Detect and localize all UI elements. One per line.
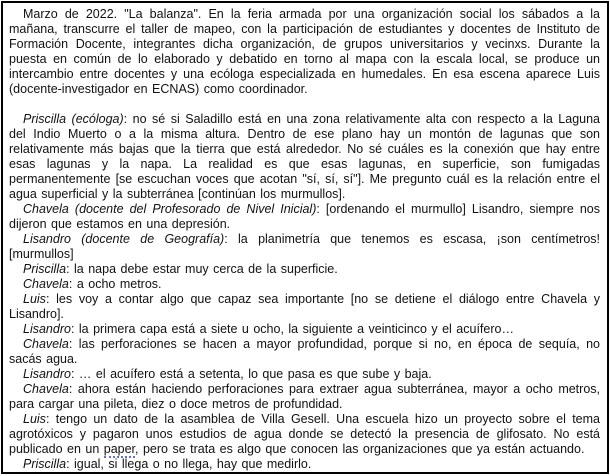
dialogue-text: las perforaciones se hacen a mayor profundidad, porque si no, en época de sequía, no sacás agua. — [9, 337, 600, 366]
dialogue-paragraph-chavela-4 — [9, 382, 600, 412]
speaker-colon: : — [70, 322, 79, 336]
speaker-colon: : — [68, 277, 77, 291]
dialogue-text: ahora están haciendo perforaciones para extraer agua subterránea, mayor a ocho metros, para cargar una pileta, diez o doce metros de profundidad. — [9, 382, 600, 411]
speaker-name: Priscilla — [23, 457, 67, 471]
spellcheck-flagged-word[interactable]: paper — [103, 442, 136, 456]
dialogue-paragraph-lisandro-1 — [9, 232, 600, 262]
speaker-name: Chavela — [23, 277, 69, 291]
speaker-colon: : — [68, 337, 79, 351]
dialogue-paragraph-chavela-1 — [9, 202, 600, 232]
dialogue-paragraph-luis-1 — [9, 292, 600, 322]
dialogue-paragraph-luis-2 — [9, 412, 600, 457]
dialogue-text-before: tengo un dato de la asamblea de Villa Gesell. Una escuela hizo un proyecto sobre el tema agrotóxicos y pagaron unos estudios de agua donde se detectó la presencia de glifosato. No está publicado en un — [9, 412, 600, 456]
dialogue-paragraph-chavela-3 — [9, 337, 600, 367]
speaker-name: Priscilla (ecóloga) — [23, 112, 124, 126]
speaker-colon: : — [316, 202, 326, 216]
speaker-name: Priscilla — [23, 262, 67, 276]
intro-paragraph: Marzo de 2022. "La balanza". En la feria armada por una organización social los sábados a la mañana, transcurre el taller de mapeo, con la participación de estudiantes y docentes de Instituto de Formación Docente, integrantes dicha organización, de grupos universitarios y vecinxs. Durante la puesta en común de lo elaborado y debatido en torno al mapa con la escala local, se produce un intercambio entre docentes y una ecóloga especializada en humedales. En esa escena aparece Luis (docente-investigador en ECNAS) como coordinador. — [9, 7, 600, 96]
speaker-name: Lisandro — [23, 367, 71, 381]
speaker-colon: : — [70, 367, 79, 381]
speaker-name: Chavela — [23, 382, 69, 396]
dialogue-paragraph-priscilla-3 — [9, 457, 600, 472]
dialogue-text: no sé si Saladillo está en una zona relativamente alta con respecto a la Laguna del Indio Muerto o a la misma altura. Dentro de ese plano hay un montón de lagunas que son relativamente más bajas que la tierra que está alrededor. No sé cuáles es la conexión que hay entre esas lagunas y la napa. La realidad es que esas lagunas, en superficie, son fumigadas permanentemente [se escuchan voces que acotan "sí, sí, sí"]. Me pregunto cuál es la relación entre el agua superficial y la subterránea [continúan los murmullos]. — [9, 112, 600, 201]
speaker-name: Lisandro — [23, 322, 71, 336]
dialogue-paragraph-lisandro-2 — [9, 322, 600, 337]
dialogue-text: [ordenando el murmullo] Lisandro, siempre nos dijeron que estamos en una depresión. — [9, 202, 600, 231]
speaker-colon: : — [45, 412, 56, 426]
speaker-colon: : — [45, 292, 57, 306]
dialogue-text: la napa debe estar muy cerca de la superficie. — [74, 262, 338, 276]
dialogue-text: … el acuífero está a setenta, lo que pasa es que sube y baja. — [78, 367, 432, 381]
speaker-colon: : — [123, 112, 133, 126]
dialogue-paragraph-chavela-2 — [9, 277, 600, 292]
speaker-name: Chavela (docente del Profesorado de Nivel Inicial) — [23, 202, 317, 216]
dialogue-paragraph-priscilla-2 — [9, 262, 600, 277]
dialogue-text: les voy a contar algo que capaz sea importante [no se detiene el diálogo entre Chavela y Lisandro]. — [9, 292, 601, 321]
document-frame — [1, 1, 609, 474]
speaker-colon: : — [68, 382, 78, 396]
speaker-colon: : — [66, 262, 75, 276]
speaker-name: Luis — [23, 412, 46, 426]
dialogue-text: a ocho metros. — [76, 277, 162, 291]
dialogue-text-after: , pero se trata es algo que conocen las organizaciones que ya están actuando. — [135, 442, 585, 456]
speaker-colon: : — [66, 457, 75, 471]
dialogue-paragraph-lisandro-3 — [9, 367, 600, 382]
speaker-colon: : — [224, 232, 239, 246]
dialogue-text: la planimetría que tenemos es escasa, ¡son centímetros! [murmullos] — [9, 232, 600, 261]
dialogue-text: igual, si llega o no llega, hay que medirlo. — [74, 457, 312, 471]
speaker-name: Chavela — [23, 337, 69, 351]
speaker-name: Luis — [23, 292, 46, 306]
dialogue-paragraph-priscilla-1 — [9, 112, 600, 202]
dialogue-text: la primera capa está a siete u ocho, la siguiente a veinticinco y el acuífero… — [78, 322, 514, 336]
speaker-name: Lisandro (docente de Geografía) — [23, 232, 225, 246]
